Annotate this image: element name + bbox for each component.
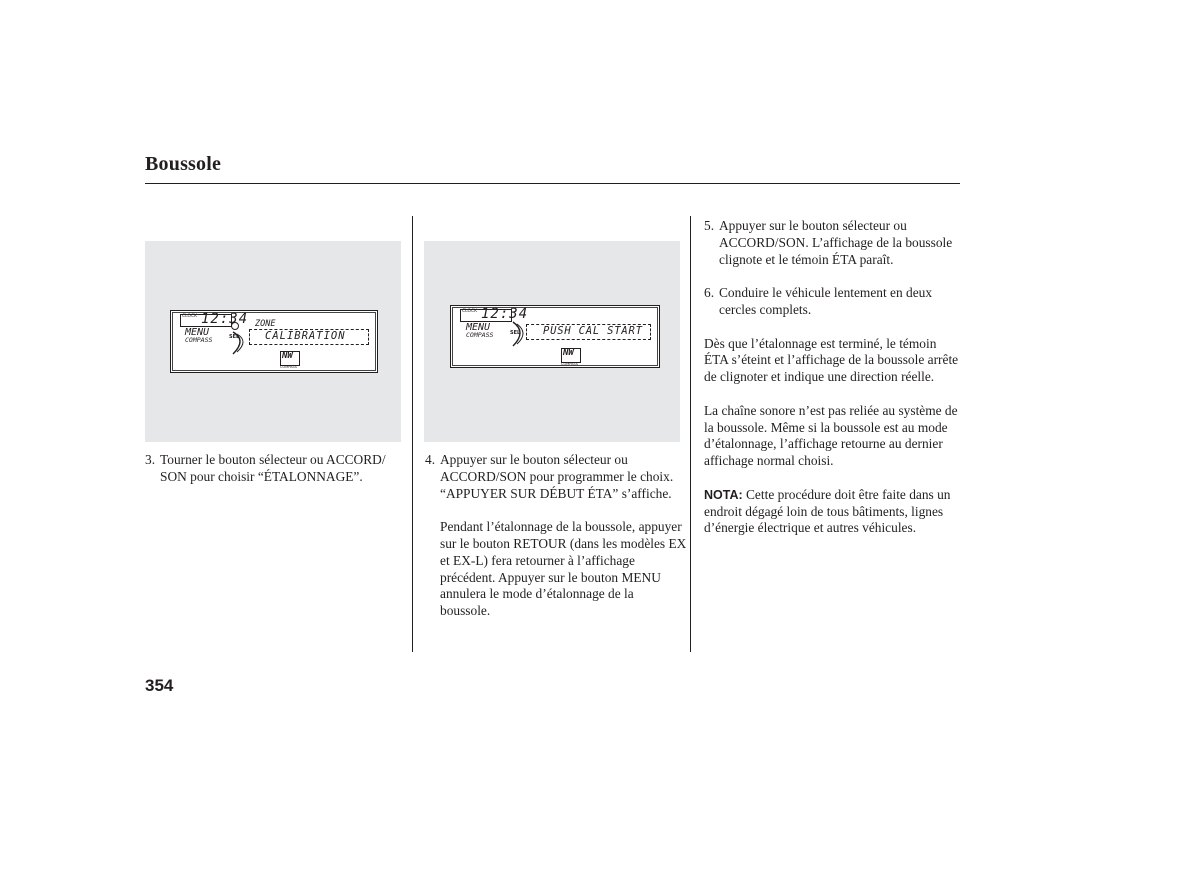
clock-time: 12:34	[481, 306, 529, 322]
step-text: Appuyer sur le bouton sélecteur ou ACCORD/SON pour programmer le choix. “APPUYER SUR DÉBUT ÉTA” s’affiche.	[440, 452, 674, 501]
paragraph: Dès que l’étalonnage est terminé, le témoin ÉTA s’éteint et l’affichage de la boussole arrête de clignoter et indique une direction réelle.	[704, 335, 959, 385]
menu-label: MENU	[185, 327, 210, 338]
push-cal-start-text: PUSH CAL START	[543, 325, 643, 337]
step-3	[145, 452, 405, 486]
heading-text: NW	[563, 348, 574, 358]
column-2-text	[425, 452, 687, 620]
step-text: Tourner le bouton sélecteur ou ACCORD/ SON pour choisir “ÉTALONNAGE”.	[160, 452, 386, 484]
figure-push-cal-start-display	[424, 241, 680, 442]
step-5	[704, 218, 960, 268]
clock-label: CLOCK	[462, 309, 478, 314]
step-6	[704, 285, 960, 319]
column-divider	[412, 216, 413, 652]
heading-text: NW	[282, 351, 293, 361]
lcd-screen	[170, 310, 378, 373]
clock-time: 12:34	[201, 311, 249, 327]
paragraph-text: Pendant l’étalonnage de la boussole, appuyer sur le bouton RETOUR (dans les modèles EX et EX-L) fera retourner à l’affichage précédent. Appuyer sur le bouton MENU annulera le mode d’étalonnage de la boussole.	[440, 519, 687, 619]
heading-sub: COMPASS	[561, 362, 578, 366]
note-label: NOTA:	[704, 487, 743, 502]
column-divider	[690, 216, 691, 652]
sel-label: SEL	[510, 330, 521, 336]
note	[704, 487, 960, 537]
note-text: Cette procédure doit être faite dans un endroit dégagé loin de tous bâtiments, lignes d’énergie électrique et autres véhicules.	[704, 486, 951, 536]
heading-sub: COMPASS	[280, 365, 297, 369]
page-number: 354	[145, 676, 174, 695]
step-4	[425, 452, 687, 502]
step-text: Appuyer sur le bouton sélecteur ou ACCORD/SON. L’affichage de la boussole clignote et le témoin ÉTA paraît.	[719, 218, 953, 267]
clock-label: CLOCK	[182, 314, 198, 319]
column-3-text	[704, 218, 960, 537]
step-number: 3.	[145, 452, 156, 467]
menu-label: MENU	[466, 322, 491, 333]
compass-label: COMPASS	[185, 336, 213, 344]
figure-calibration-display	[145, 241, 401, 442]
column-1-text	[145, 452, 405, 486]
compass-label: COMPASS	[466, 331, 494, 339]
step-number: 6.	[704, 285, 715, 301]
paragraph	[425, 519, 687, 620]
lcd-screen	[450, 305, 660, 368]
step-text: Conduire le véhicule lentement en deux cercles complets.	[719, 285, 933, 317]
step-number: 5.	[704, 218, 715, 233]
step-number: 4.	[425, 452, 436, 467]
title-rule	[145, 183, 960, 184]
calibration-text: CALIBRATION	[265, 330, 346, 342]
sel-label: SEL	[229, 334, 240, 340]
paragraph: La chaîne sonore n’est pas reliée au système de la boussole. Même si la boussole est au mode d’étalonnage, l’affichage retourne au dernier affichage normal choisi.	[704, 402, 958, 469]
zone-label: ZONE	[255, 319, 276, 329]
page-title: Boussole	[145, 153, 222, 175]
